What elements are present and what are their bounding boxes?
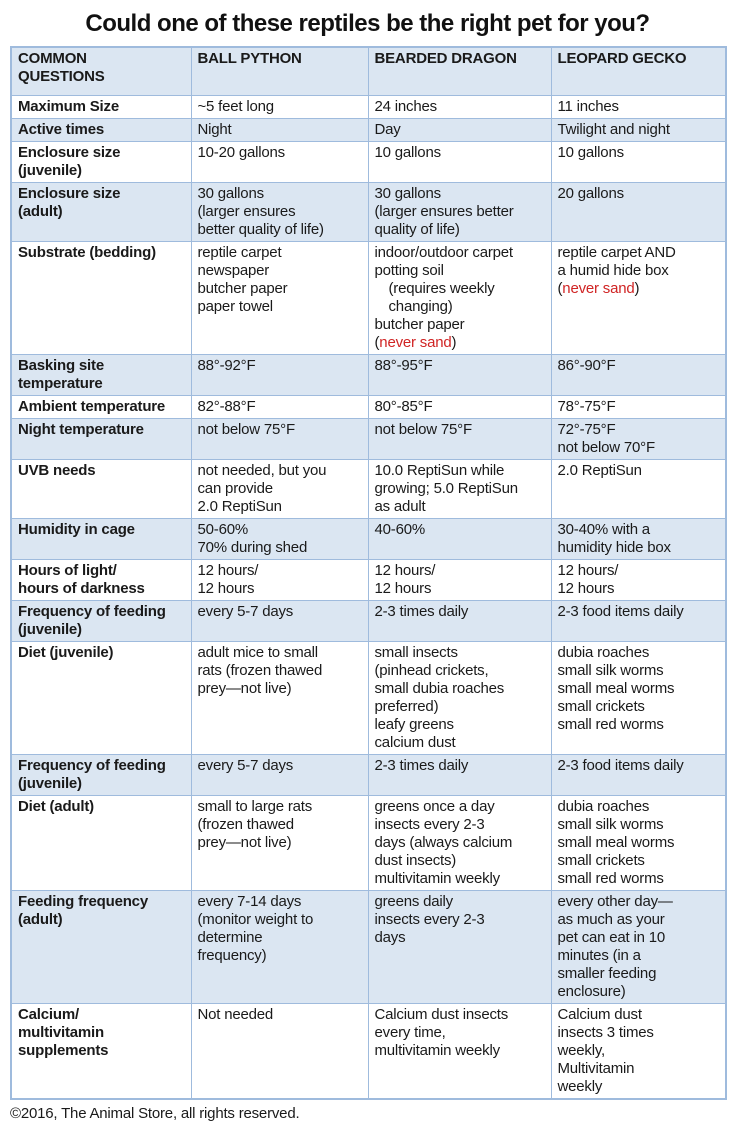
answer-cell — [551, 795, 726, 890]
cell-line: Humidity in cage — [18, 520, 135, 538]
cell-line: 70% during shed — [197, 538, 308, 556]
cell-line: (juvenile) — [18, 620, 82, 638]
cell-line: 2.0 ReptiSun — [557, 461, 642, 479]
answer-cell — [368, 118, 551, 141]
cell-line: Maximum Size — [18, 97, 119, 115]
cell-line: 2-3 food items daily — [557, 602, 684, 620]
question-label — [11, 795, 191, 890]
cell-line: small to large rats — [197, 797, 313, 815]
question-label — [11, 95, 191, 118]
question-label — [11, 600, 191, 641]
cell-line: butcher paper — [197, 279, 288, 297]
question-label — [11, 241, 191, 354]
cell-line: 72°-75°F — [557, 420, 616, 438]
cell-line: prey—not live) — [197, 679, 292, 697]
cell-line: multivitamin — [18, 1023, 104, 1041]
table-row — [11, 354, 726, 395]
cell-line: 2-3 times daily — [374, 602, 469, 620]
answer-cell — [191, 241, 368, 354]
cell-line: growing; 5.0 ReptiSun — [374, 479, 518, 497]
column-header-1 — [191, 47, 368, 95]
table-row — [11, 890, 726, 1003]
cell-line: (pinhead crickets, — [374, 661, 489, 679]
cell-line: weekly — [557, 1077, 603, 1095]
cell-line: (larger ensures better — [374, 202, 514, 220]
text-segment: ) — [451, 333, 457, 351]
cell-line: Active times — [18, 120, 104, 138]
cell-line — [375, 298, 545, 316]
cell-line: smaller feeding — [557, 964, 657, 982]
table-row — [11, 241, 726, 354]
cell-line: every other day— — [557, 892, 673, 910]
cell-line: 12 hours — [197, 579, 255, 597]
table-row — [11, 95, 726, 118]
cell-line: can provide — [197, 479, 273, 497]
cell-line: 10-20 gallons — [197, 143, 285, 161]
answer-cell — [368, 795, 551, 890]
cell-line: dubia roaches — [557, 643, 650, 661]
cell-line: hours of darkness — [18, 579, 145, 597]
table-row — [11, 559, 726, 600]
cell-line: a humid hide box — [557, 261, 669, 279]
answer-cell — [551, 600, 726, 641]
answer-cell — [551, 141, 726, 182]
answer-cell — [551, 418, 726, 459]
cell-line: Enclosure size — [18, 143, 121, 161]
cell-line: 30 gallons — [197, 184, 264, 202]
cell-line: every 7-14 days — [197, 892, 302, 910]
header-row — [11, 47, 726, 95]
cell-line: 30 gallons — [374, 184, 441, 202]
answer-cell — [191, 641, 368, 754]
cell-line: dust insects) — [374, 851, 457, 869]
table-row — [11, 182, 726, 241]
cell-line: weekly, — [557, 1041, 606, 1059]
cell-line: reptile carpet AND — [557, 243, 676, 261]
cell-line: 2-3 times daily — [374, 756, 469, 774]
cell-line: potting soil — [374, 261, 444, 279]
answer-cell — [368, 518, 551, 559]
cell-line: prey—not live) — [197, 833, 292, 851]
cell-line: insects 3 times — [557, 1023, 654, 1041]
cell-line: Substrate (bedding) — [18, 243, 156, 261]
answer-cell — [368, 141, 551, 182]
answer-cell — [551, 354, 726, 395]
answer-cell — [368, 395, 551, 418]
cell-line: small silk worms — [557, 661, 664, 679]
cell-line: small dubia roaches — [374, 679, 505, 697]
cell-line: Ambient temperature — [18, 397, 166, 415]
cell-line: leafy greens — [374, 715, 454, 733]
cell-line: small meal worms — [557, 679, 675, 697]
cell-line: Night — [197, 120, 232, 138]
question-label — [11, 459, 191, 518]
cell-line: small crickets — [557, 697, 645, 715]
cell-line: 86°-90°F — [557, 356, 616, 374]
table-row — [11, 518, 726, 559]
answer-cell — [191, 141, 368, 182]
cell-line — [375, 334, 545, 352]
answer-cell — [551, 395, 726, 418]
cell-line: 12 hours/ — [197, 561, 259, 579]
cell-line: quality of life) — [374, 220, 460, 238]
answer-cell — [191, 118, 368, 141]
answer-cell — [551, 95, 726, 118]
cell-line: not needed, but you — [197, 461, 327, 479]
cell-line: insects every 2-3 — [374, 910, 485, 928]
answer-cell — [191, 418, 368, 459]
cell-line: Twilight and night — [557, 120, 670, 138]
question-label — [11, 559, 191, 600]
column-header-3 — [551, 47, 726, 95]
cell-line: small crickets — [557, 851, 645, 869]
question-label — [11, 118, 191, 141]
answer-cell — [191, 354, 368, 395]
cell-line: ~5 feet long — [197, 97, 274, 115]
answer-cell — [368, 241, 551, 354]
cell-line: small meal worms — [557, 833, 675, 851]
cell-line: (juvenile) — [18, 161, 82, 179]
cell-line: supplements — [18, 1041, 109, 1059]
cell-line: Frequency of feeding — [18, 756, 166, 774]
cell-line: 12 hours — [557, 579, 615, 597]
cell-line: 2-3 food items daily — [557, 756, 684, 774]
cell-line: small insects — [374, 643, 458, 661]
answer-cell — [191, 1003, 368, 1099]
cell-line: Calcium dust — [557, 1005, 642, 1023]
answer-cell — [551, 754, 726, 795]
answer-cell — [368, 354, 551, 395]
cell-line: rats (frozen thawed — [197, 661, 323, 679]
cell-line: 10 gallons — [374, 143, 441, 161]
cell-line: as much as your — [557, 910, 665, 928]
cell-line: Diet (adult) — [18, 797, 94, 815]
answer-cell — [368, 1003, 551, 1099]
question-label — [11, 354, 191, 395]
cell-line: Frequency of feeding — [18, 602, 166, 620]
answer-cell — [191, 795, 368, 890]
cell-line: Diet (juvenile) — [18, 643, 114, 661]
cell-line: UVB needs — [18, 461, 96, 479]
cell-line: (adult) — [18, 202, 63, 220]
answer-cell — [551, 118, 726, 141]
cell-line: Basking site — [18, 356, 104, 374]
cell-line: 78°-75°F — [557, 397, 616, 415]
text-segment: (requires weekly — [388, 279, 495, 297]
cell-line: 10 gallons — [557, 143, 624, 161]
warning-text: never sand — [379, 333, 452, 351]
cell-line: frequency) — [197, 946, 267, 964]
cell-line: 12 hours — [374, 579, 432, 597]
cell-line: 82°-88°F — [197, 397, 256, 415]
cell-line: COMMON — [18, 50, 87, 67]
cell-line: dubia roaches — [557, 797, 650, 815]
cell-line: preferred) — [374, 697, 439, 715]
cell-line: multivitamin weekly — [374, 1041, 500, 1059]
copyright-text: ©2016, The Animal Store, all rights reserved. — [10, 1104, 300, 1122]
cell-line: 12 hours/ — [374, 561, 436, 579]
cell-line: enclosure) — [557, 982, 626, 1000]
cell-line: not below 75°F — [374, 420, 472, 438]
cell-line: Enclosure size — [18, 184, 121, 202]
cell-line: every time, — [374, 1023, 446, 1041]
warning-text: never sand — [562, 279, 635, 297]
cell-line — [558, 280, 720, 298]
table-row — [11, 418, 726, 459]
answer-cell — [368, 641, 551, 754]
cell-line: every 5-7 days — [197, 602, 294, 620]
text-segment: ( — [374, 333, 380, 351]
cell-line: Calcium dust insects — [374, 1005, 509, 1023]
answer-cell — [551, 890, 726, 1003]
table-row — [11, 1003, 726, 1099]
question-label — [11, 754, 191, 795]
cell-line: butcher paper — [374, 315, 465, 333]
answer-cell — [191, 559, 368, 600]
cell-line: (monitor weight to — [197, 910, 314, 928]
answer-cell — [368, 418, 551, 459]
cell-line: 11 inches — [557, 97, 619, 115]
answer-cell — [191, 754, 368, 795]
cell-line: paper towel — [197, 297, 273, 315]
cell-line: QUESTIONS — [18, 68, 105, 85]
cell-line: better quality of life) — [197, 220, 324, 238]
table-row — [11, 641, 726, 754]
text-segment: ( — [557, 279, 563, 297]
answer-cell — [191, 890, 368, 1003]
cell-line: not below 75°F — [197, 420, 295, 438]
question-label — [11, 418, 191, 459]
cell-line: Day — [374, 120, 401, 138]
cell-line: adult mice to small — [197, 643, 318, 661]
answer-cell — [191, 182, 368, 241]
cell-line: (juvenile) — [18, 774, 82, 792]
table-row — [11, 459, 726, 518]
cell-line: 88°-95°F — [374, 356, 433, 374]
question-label — [11, 141, 191, 182]
reptile-comparison-table — [10, 46, 727, 1100]
cell-line: temperature — [18, 374, 103, 392]
answer-cell — [191, 600, 368, 641]
cell-line: (adult) — [18, 910, 63, 928]
cell-line: 12 hours/ — [557, 561, 619, 579]
answer-cell — [191, 395, 368, 418]
answer-cell — [368, 182, 551, 241]
table-row — [11, 118, 726, 141]
cell-line: small red worms — [557, 869, 664, 887]
question-label — [11, 890, 191, 1003]
cell-line: LEOPARD GECKO — [557, 50, 687, 67]
table-row — [11, 795, 726, 890]
cell-line: humidity hide box — [557, 538, 671, 556]
cell-line: minutes (in a — [557, 946, 641, 964]
cell-line: (frozen thawed — [197, 815, 294, 833]
cell-line: multivitamin weekly — [374, 869, 500, 887]
cell-line: 50-60% — [197, 520, 249, 538]
answer-cell — [551, 518, 726, 559]
cell-line: greens once a day — [374, 797, 495, 815]
table-row — [11, 754, 726, 795]
cell-line: insects every 2-3 — [374, 815, 485, 833]
answer-cell — [551, 241, 726, 354]
column-header-0 — [11, 47, 191, 95]
question-label — [11, 518, 191, 559]
column-header-2 — [368, 47, 551, 95]
cell-line: not below 70°F — [557, 438, 655, 456]
table-row — [11, 395, 726, 418]
answer-cell — [551, 459, 726, 518]
question-label — [11, 182, 191, 241]
cell-line: newspaper — [197, 261, 270, 279]
answer-cell — [368, 600, 551, 641]
answer-cell — [368, 754, 551, 795]
cell-line: small red worms — [557, 715, 664, 733]
answer-cell — [191, 518, 368, 559]
cell-line: indoor/outdoor carpet — [374, 243, 513, 261]
cell-line: Night temperature — [18, 420, 144, 438]
answer-cell — [551, 641, 726, 754]
answer-cell — [368, 890, 551, 1003]
text-segment: changing) — [388, 297, 453, 315]
cell-line: small silk worms — [557, 815, 664, 833]
question-label — [11, 641, 191, 754]
cell-line: pet can eat in 10 — [557, 928, 666, 946]
answer-cell — [368, 459, 551, 518]
cell-line: Not needed — [197, 1005, 274, 1023]
cell-line: Feeding frequency — [18, 892, 148, 910]
cell-line: days — [374, 928, 406, 946]
cell-line: (larger ensures — [197, 202, 296, 220]
cell-line: 24 inches — [374, 97, 437, 115]
answer-cell — [368, 559, 551, 600]
answer-cell — [368, 95, 551, 118]
table-row — [11, 141, 726, 182]
cell-line: calcium dust — [374, 733, 456, 751]
cell-line: greens daily — [374, 892, 453, 910]
cell-line: Multivitamin — [557, 1059, 635, 1077]
cell-line: 40-60% — [374, 520, 426, 538]
answer-cell — [551, 559, 726, 600]
cell-line: determine — [197, 928, 263, 946]
cell-line: BALL PYTHON — [197, 50, 302, 67]
answer-cell — [551, 182, 726, 241]
table-row — [11, 600, 726, 641]
question-label — [11, 1003, 191, 1099]
question-label — [11, 395, 191, 418]
cell-line: as adult — [374, 497, 426, 515]
cell-line: reptile carpet — [197, 243, 282, 261]
text-segment: ) — [634, 279, 640, 297]
cell-line: Calcium/ — [18, 1005, 79, 1023]
cell-line: 10.0 ReptiSun while — [374, 461, 505, 479]
answer-cell — [551, 1003, 726, 1099]
cell-line: 80°-85°F — [374, 397, 433, 415]
cell-line: 2.0 ReptiSun — [197, 497, 282, 515]
cell-line: days (always calcium — [374, 833, 513, 851]
cell-line: 20 gallons — [557, 184, 624, 202]
cell-line: Hours of light/ — [18, 561, 117, 579]
cell-line: every 5-7 days — [197, 756, 294, 774]
cell-line: 88°-92°F — [197, 356, 256, 374]
cell-line: BEARDED DRAGON — [374, 50, 517, 67]
cell-line — [375, 280, 545, 298]
answer-cell — [191, 459, 368, 518]
cell-line: 30-40% with a — [557, 520, 650, 538]
page-title: Could one of these reptiles be the right pet for you? — [85, 10, 650, 37]
answer-cell — [191, 95, 368, 118]
